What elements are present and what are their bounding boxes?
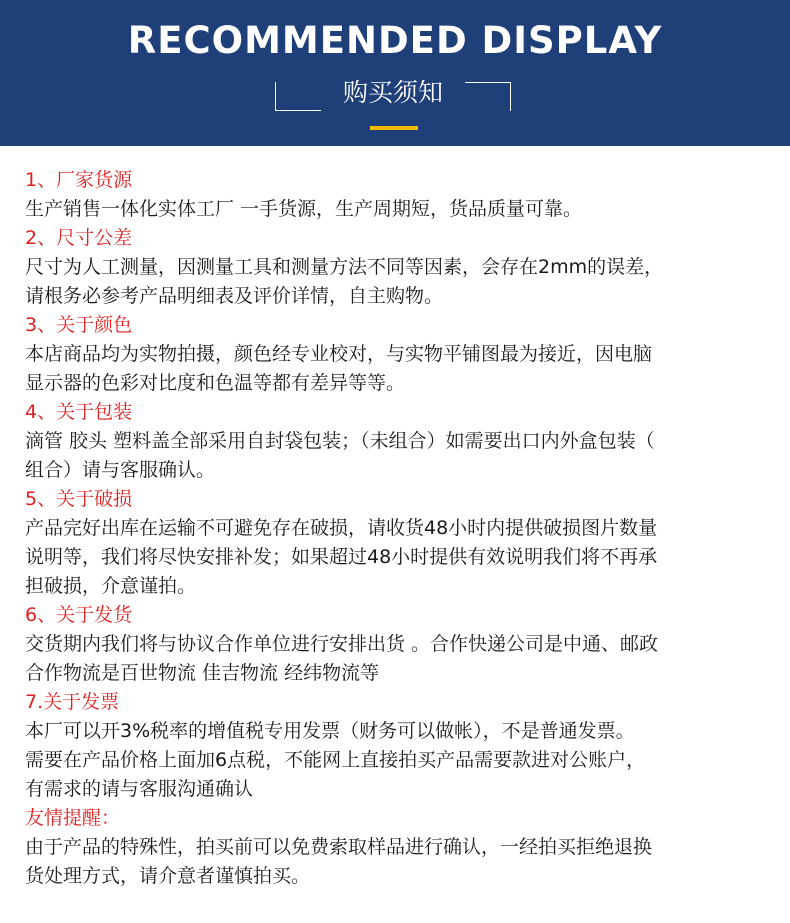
section-heading: 1、厂家货源: [25, 169, 133, 191]
body-line: 本厂可以开3%税率的增值税专用发票（财务可以做帐），不是普通发票。: [25, 720, 635, 742]
body-line: 请根务必参考产品明细表及评价详情，自主购物。: [25, 285, 444, 307]
section-heading: 3、关于颜色: [25, 314, 133, 336]
section-heading: 友情提醒：: [25, 807, 121, 829]
body-line: 有需求的请与客服沟通确认: [25, 778, 254, 800]
notice-content: [25, 166, 775, 891]
body-line: 显示器的色彩对比度和色温等都有差异等等。: [25, 372, 406, 394]
body-line: 尺寸为人工测量，因测量工具和测量方法不同等因素，会存在2mm的误差，: [25, 256, 664, 278]
section-heading: 7.关于发票: [25, 691, 120, 713]
accent-bar: [370, 126, 418, 130]
banner-title: RECOMMENDED DISPLAY: [127, 19, 663, 62]
body-line: 组合）请与客服确认。: [25, 459, 216, 481]
body-line: 合作物流是百世物流 佳吉物流 经纬物流等: [25, 662, 380, 684]
subtitle-frame: [275, 78, 511, 112]
banner-subtitle: 购买须知: [342, 78, 443, 107]
header-banner: [0, 0, 790, 146]
section-heading: 2、尺寸公差: [25, 227, 133, 249]
section-heading: 5、关于破损: [25, 488, 133, 510]
section-heading: 6、关于发货: [25, 604, 133, 626]
body-line: 需要在产品价格上面加6点税，不能网上直接拍买产品需要款进对公账户，: [25, 749, 646, 771]
section-heading: 4、关于包装: [25, 401, 133, 423]
body-line: 货处理方式，请介意者谨慎拍买。: [25, 865, 311, 887]
body-line: 产品完好出库在运输不可避免存在破损，请收货48小时内提供破损图片数量: [25, 517, 658, 539]
body-line: 生产销售一体化实体工厂 一手货源，生产周期短，货品质量可靠。: [25, 198, 583, 220]
body-line: 担破损，介意谨拍。: [25, 575, 197, 597]
body-line: 由于产品的特殊性，拍买前可以免费索取样品进行确认，一经拍买拒绝退换: [25, 836, 653, 858]
body-line: 说明等，我们将尽快安排补发；如果超过48小时提供有效说明我们将不再承: [25, 546, 658, 568]
body-line: 本店商品均为实物拍摄，颜色经专业校对，与实物平铺图最为接近，因电脑: [25, 343, 653, 365]
body-line: 交货期内我们将与协议合作单位进行安排出货 。合作快递公司是中通、邮政: [25, 633, 659, 655]
body-line: 滴管 胶头 塑料盖全部采用自封袋包装；（未组合）如需要出口内外盒包装（: [25, 430, 655, 452]
